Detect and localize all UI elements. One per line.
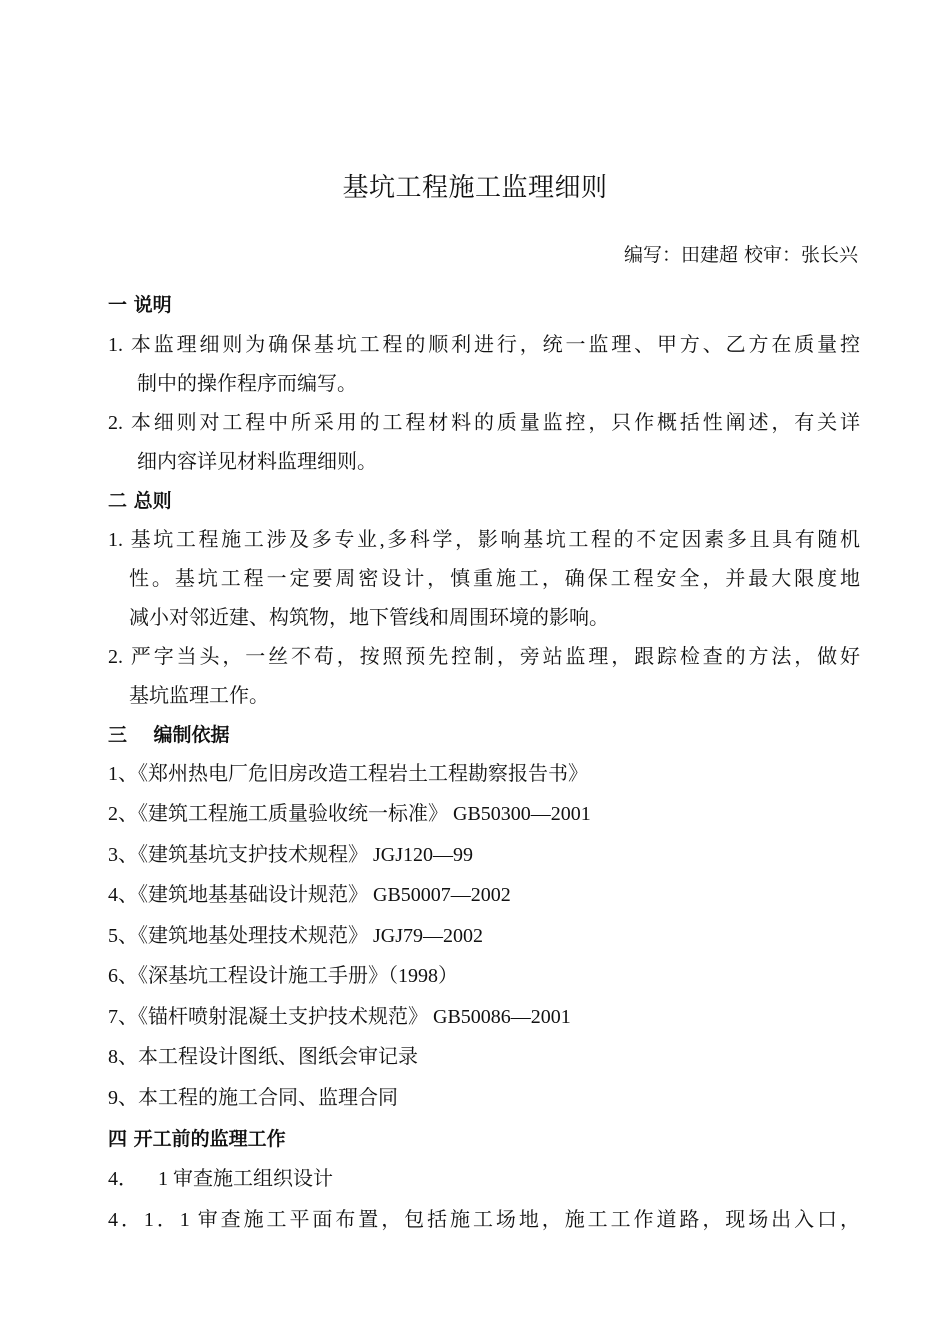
section-heading-3: 三 编制依据 (108, 724, 230, 746)
reference-item: 8、本工程设计图纸、图纸会审记录 (108, 1046, 418, 1068)
paragraph-line: 2. 严字当头，一丝不苟，按照预先控制，旁站监理，跟踪检查的方法，做好 (108, 646, 860, 668)
paragraph-line: 2. 本细则对工程中所采用的工程材料的质量监控，只作概括性阐述，有关详 (108, 412, 860, 434)
section-heading-4: 四 开工前的监理工作 (108, 1128, 286, 1150)
reference-item: 2、《建筑工程施工质量验收统一标准》 GB50300—2001 (108, 803, 591, 825)
paragraph-line: 基坑监理工作。 (129, 685, 269, 707)
reference-item: 6、《深基坑工程设计施工手册》（1998） (108, 965, 458, 987)
reference-item: 9、本工程的施工合同、监理合同 (108, 1087, 398, 1109)
document-title: 基坑工程施工监理细则 (342, 173, 608, 203)
author-line: 编写：田建超 校审：张长兴 (623, 244, 858, 266)
reference-item: 3、《建筑基坑支护技术规程》 JGJ120—99 (108, 844, 474, 866)
section-heading-1: 一 说明 (108, 294, 172, 316)
section-heading-2: 二 总则 (108, 490, 172, 512)
paragraph-line: 制中的操作程序而编写。 (137, 373, 357, 395)
reference-item: 7、《锚杆喷射混凝土支护技术规范》 GB50086—2001 (108, 1006, 571, 1028)
reference-item: 4、《建筑地基基础设计规范》 GB50007—2002 (108, 884, 511, 906)
reference-item: 1、《郑州热电厂危旧房改造工程岩土工程勘察报告书》 (108, 763, 588, 785)
paragraph-line: 性。基坑工程一定要周密设计，慎重施工，确保工程安全，并最大限度地 (129, 568, 860, 590)
paragraph-line: 细内容详见材料监理细则。 (137, 451, 377, 473)
reference-item: 5、《建筑地基处理技术规范》 JGJ79—2002 (108, 925, 484, 947)
paragraph-line: 1. 本监理细则为确保基坑工程的顺利进行，统一监理、甲方、乙方在质量控 (108, 334, 860, 356)
paragraph-line: 4．1．1 审查施工平面布置，包括施工场地，施工工作道路，现场出入口， (108, 1209, 860, 1231)
paragraph-line: 1. 基坑工程施工涉及多专业,多科学，影响基坑工程的不定因素多且具有随机 (108, 529, 860, 551)
paragraph-line: 减小对邻近建、构筑物，地下管线和周围环境的影响。 (129, 607, 609, 629)
paragraph-line: 4． 1 审查施工组织设计 (108, 1168, 333, 1190)
